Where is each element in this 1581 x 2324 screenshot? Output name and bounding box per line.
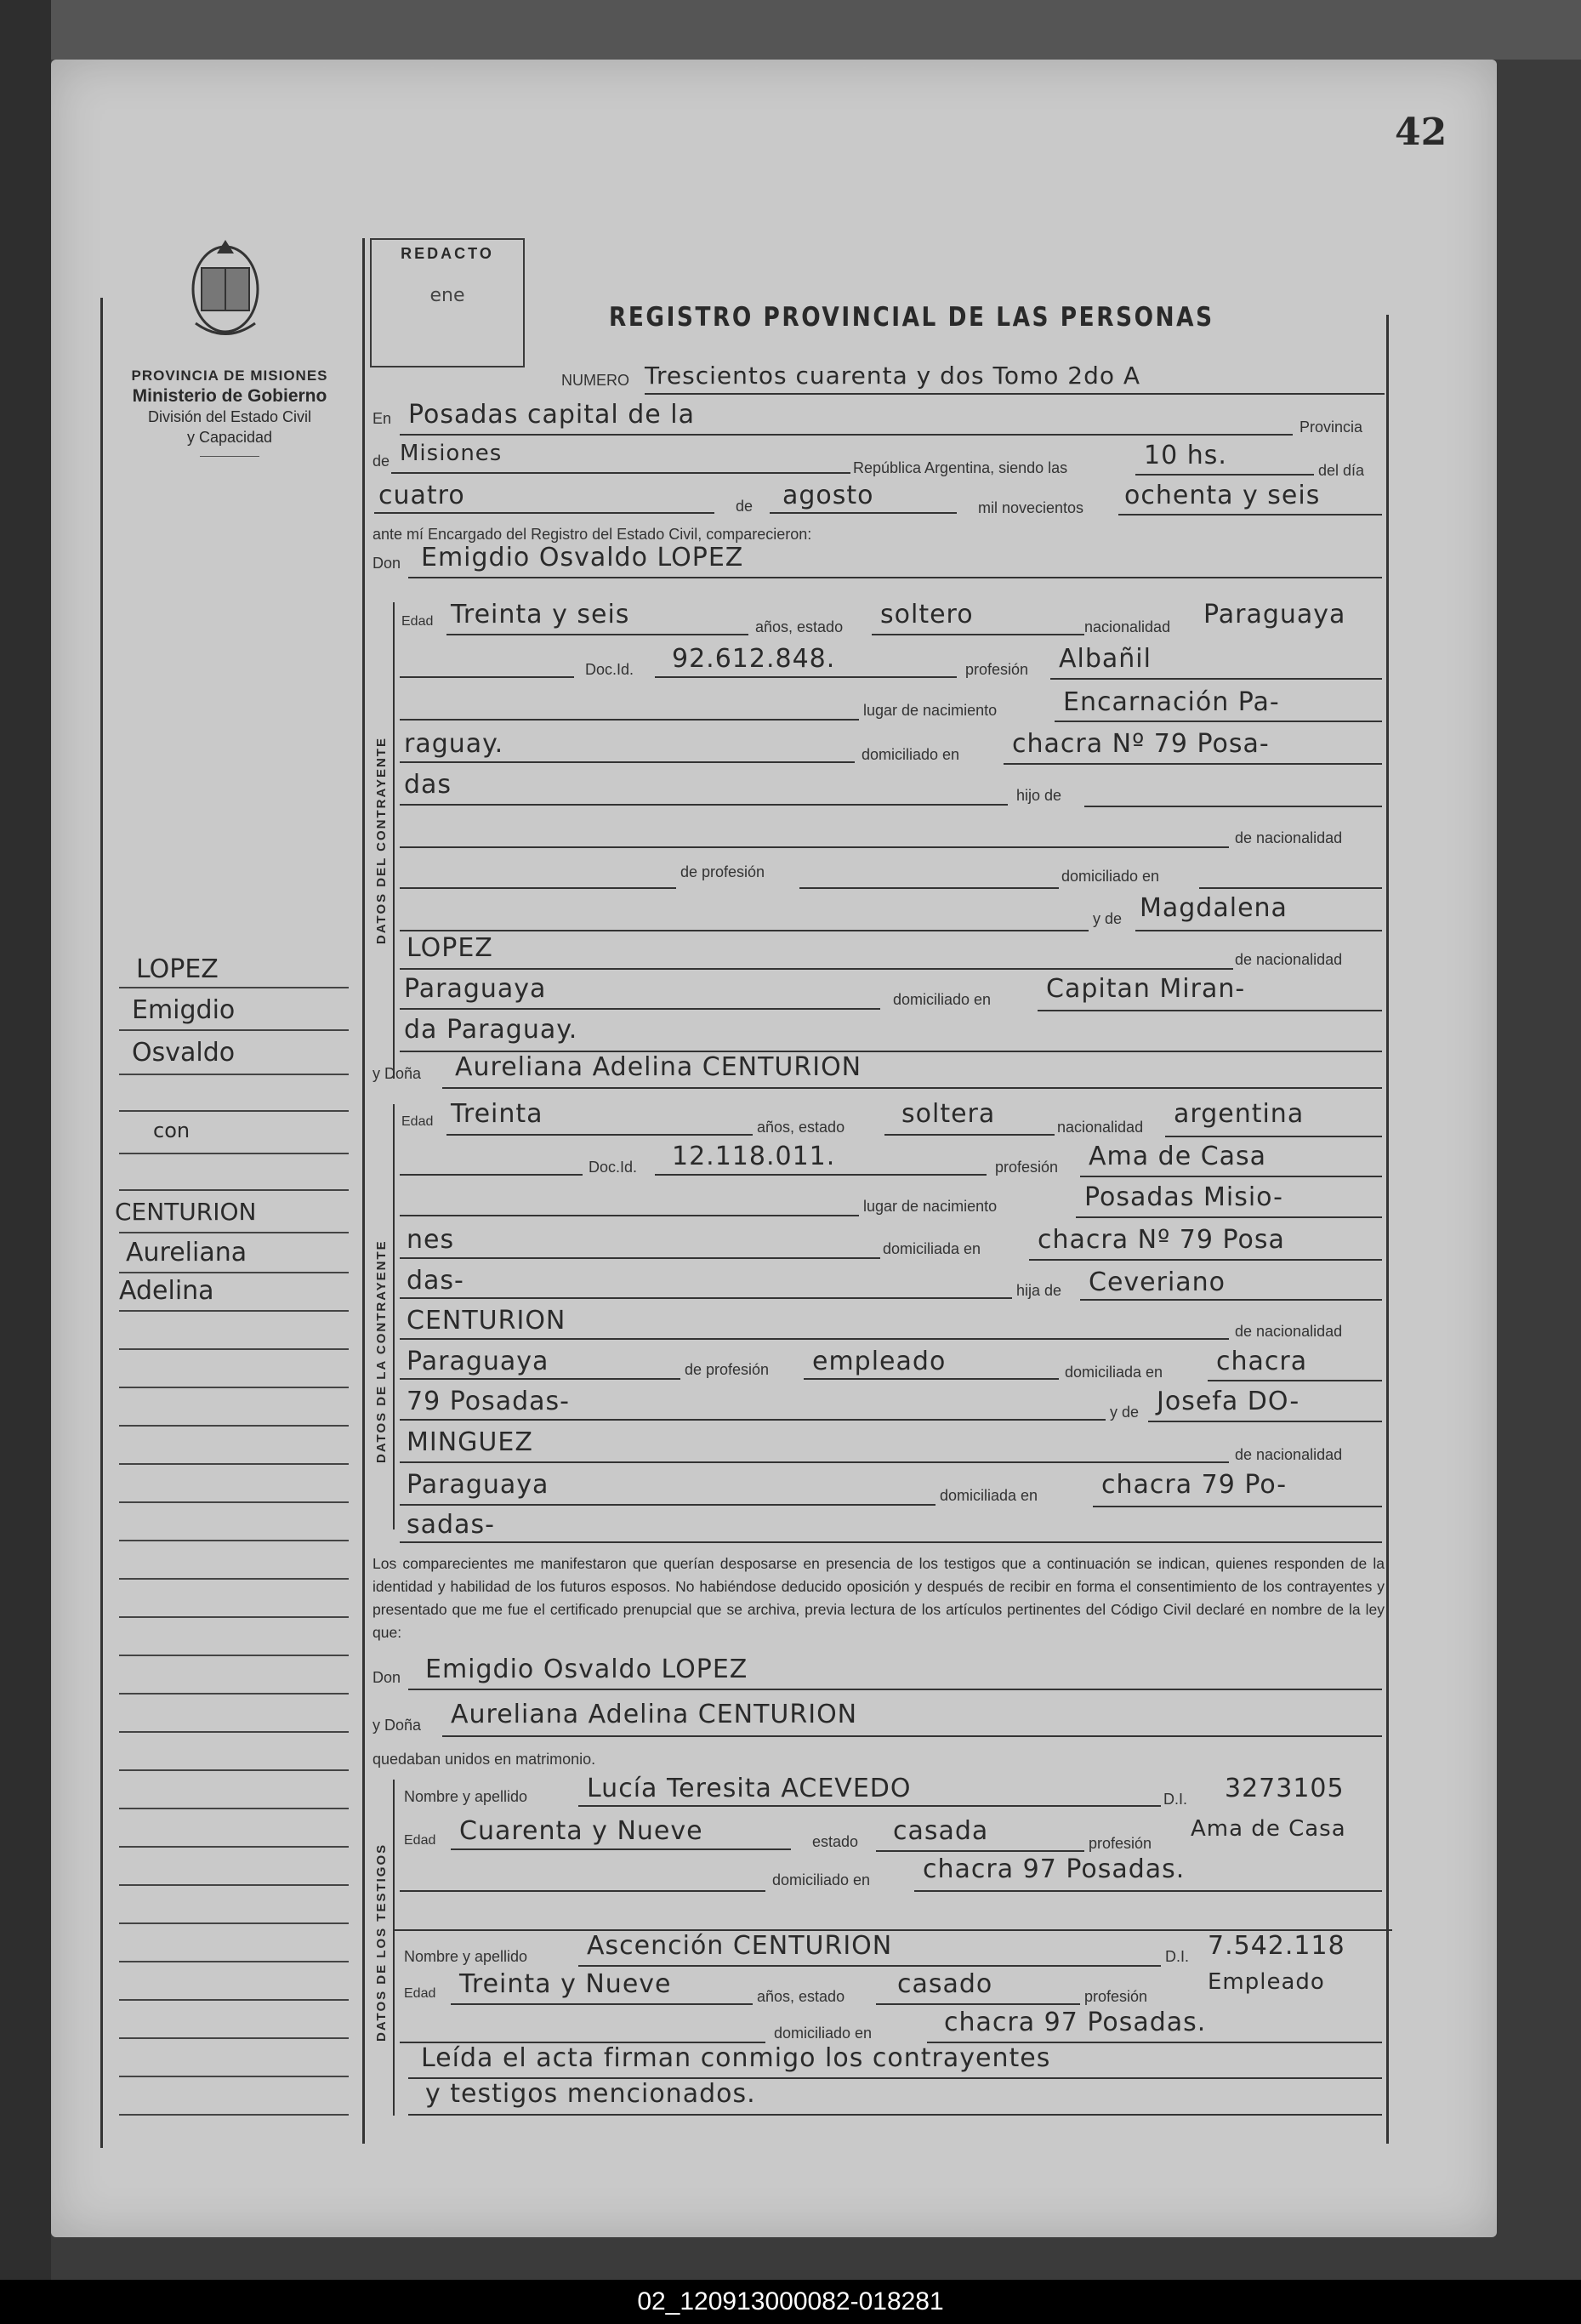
- value-padre-dona: Ceveriano: [1089, 1267, 1226, 1297]
- ministry-header: [102, 366, 357, 465]
- rule: [119, 1540, 349, 1541]
- rule: [655, 676, 957, 678]
- rule: [400, 1419, 1106, 1421]
- label-nacionalidad: nacionalidad: [1084, 618, 1171, 635]
- label-de-nacionalidad-4: de nacionalidad: [1235, 1446, 1343, 1463]
- contrayenta-bracket: [393, 1104, 395, 1529]
- rule: [374, 512, 714, 514]
- label-doc-2: Doc.Id.: [589, 1159, 638, 1176]
- rule: [119, 1846, 349, 1848]
- label-hijo-de: hijo de: [1016, 787, 1062, 804]
- rule: [1135, 930, 1382, 931]
- value-doc-don: 92.612.848.: [672, 644, 836, 674]
- value-t1-dom: chacra 97 Posadas.: [923, 1854, 1186, 1884]
- rule: [1118, 514, 1382, 515]
- rule: [655, 1174, 987, 1176]
- value-estado-dona: soltera: [901, 1099, 996, 1129]
- rule: [1199, 887, 1382, 889]
- rule: [400, 968, 1233, 970]
- rule: [119, 1110, 349, 1112]
- label-ante: ante mí Encargado del Registro del Estado Civil, comparecieron:: [373, 526, 812, 543]
- rule: [119, 2076, 349, 2077]
- rule: [400, 676, 574, 678]
- rule: [645, 393, 1385, 395]
- rule: [1148, 1421, 1382, 1422]
- value-madre-don: Magdalena: [1140, 893, 1288, 923]
- value-madre-dona-dom-2: sadas-: [407, 1510, 495, 1540]
- testigos-bracket: [393, 1780, 395, 2116]
- rule: [408, 2114, 1382, 2116]
- rule: [1084, 806, 1382, 807]
- label-don: Don: [373, 555, 401, 572]
- rule: [119, 1463, 349, 1465]
- rule: [119, 1961, 349, 1962]
- rule: [1165, 1136, 1382, 1137]
- value-don: Emigdio Osvaldo LOPEZ: [421, 543, 744, 572]
- value-lugar-don: Encarnación Pa-: [1063, 687, 1280, 717]
- rule: [408, 1689, 1382, 1690]
- label-y-de-2: y de: [1110, 1404, 1140, 1421]
- rule: [119, 987, 349, 988]
- value-prof-don: Albañil: [1059, 644, 1152, 674]
- label-estado-1: estado: [812, 1833, 859, 1850]
- value-madre-dona-2: MINGUEZ: [407, 1427, 533, 1457]
- label-profesion-4: profesión: [1084, 1988, 1148, 2005]
- label-edad-3: Edad: [404, 1833, 436, 1848]
- rule: [400, 804, 1008, 806]
- rule: [1055, 721, 1382, 722]
- page-number: 42: [1395, 111, 1447, 154]
- rule: [119, 1387, 349, 1388]
- label-di-2: D.I.: [1165, 1948, 1190, 1965]
- rule: [119, 1884, 349, 1886]
- rule: [119, 1272, 349, 1273]
- label-y-dona: y Doña: [373, 1065, 422, 1082]
- rule: [872, 634, 1084, 635]
- label-de: de: [373, 453, 390, 470]
- value-t1-estado: casada: [893, 1816, 989, 1846]
- label-nacionalidad-2: nacionalidad: [1057, 1119, 1144, 1136]
- rule: [119, 1425, 349, 1427]
- label-de-nacionalidad: de nacionalidad: [1235, 829, 1343, 846]
- rule: [914, 1890, 1382, 1892]
- label-hija-de: hija de: [1016, 1282, 1062, 1299]
- rule: [119, 1578, 349, 1580]
- value-t2-estado: casado: [897, 1969, 993, 1999]
- rule: [1050, 678, 1382, 680]
- rule: [400, 1541, 1382, 1543]
- redacto-label: REDACTO: [401, 245, 494, 262]
- value-madre-dona-dom: chacra 79 Po-: [1101, 1470, 1288, 1500]
- label-domiciliado-3: domiciliado en: [893, 991, 992, 1008]
- label-domiciliada: domiciliada en: [883, 1240, 981, 1257]
- value-t2-di: 7.542.118: [1208, 1931, 1345, 1961]
- value-t1-nombre: Lucía Teresita ACEVEDO: [587, 1774, 912, 1803]
- label-quedaban: quedaban unidos en matrimonio.: [373, 1751, 596, 1768]
- label-don-2: Don: [373, 1669, 401, 1686]
- value-cierre-1: Leída el acta firman conmigo los contrayentes: [421, 2043, 1051, 2073]
- rule: [400, 1257, 880, 1259]
- value-padre-nac: Paraguaya: [407, 1347, 549, 1376]
- label-domiciliada-2: domiciliada en: [1065, 1364, 1163, 1381]
- label-lugar: lugar de nacimiento: [863, 702, 998, 719]
- value-t2-nombre: Ascención CENTURION: [587, 1931, 893, 1961]
- margin-line-mid: [362, 238, 365, 2144]
- rule: [400, 1297, 1012, 1299]
- rule: [578, 1805, 1161, 1807]
- value-edad-dona: Treinta: [451, 1099, 543, 1129]
- footer-id: 02_120913000082-018281: [0, 2280, 1581, 2324]
- rule: [770, 512, 957, 514]
- margin-line-2: Emigdio: [132, 995, 236, 1025]
- rule: [578, 1965, 1161, 1967]
- label-mil: mil novecientos: [978, 499, 1084, 516]
- margin-line-1: LOPEZ: [136, 954, 219, 984]
- rule: [1080, 1299, 1382, 1301]
- rule: [119, 1769, 349, 1771]
- value-t2-prof: Empleado: [1208, 1969, 1325, 1995]
- rule: [400, 1504, 936, 1506]
- divider: [200, 456, 259, 457]
- rule: [400, 719, 859, 721]
- value-madre-nac: Paraguaya: [404, 974, 547, 1004]
- label-numero: NUMERO: [561, 372, 629, 389]
- rule: [400, 1008, 880, 1010]
- value-dom-dona: chacra Nº 79 Posa: [1038, 1225, 1285, 1255]
- rule: [876, 1850, 1084, 1852]
- label-di-1: D.I.: [1163, 1791, 1188, 1808]
- rule: [1004, 763, 1382, 765]
- rule: [400, 1174, 583, 1176]
- value-madre-don-2: LOPEZ: [407, 933, 493, 963]
- rule: [119, 1922, 349, 1924]
- rule: [451, 2003, 753, 2005]
- value-dia: cuatro: [378, 481, 465, 510]
- value-provincia: Misiones: [400, 441, 503, 466]
- margin-line-3: Osvaldo: [132, 1038, 236, 1068]
- rule: [442, 1735, 1382, 1737]
- label-de-profesion: de profesión: [680, 863, 765, 880]
- rule: [799, 887, 1059, 889]
- value-nac-dona: argentina: [1174, 1099, 1305, 1129]
- value-lugar-dona: Posadas Misio-: [1084, 1182, 1283, 1212]
- label-nombre-1: Nombre y apellido: [404, 1788, 528, 1805]
- value-edad-don: Treinta y seis: [451, 600, 630, 629]
- rule: [446, 1134, 753, 1136]
- value-dom-don-2: das: [404, 770, 452, 800]
- label-edad: Edad: [401, 614, 434, 629]
- label-nombre-2: Nombre y apellido: [404, 1948, 528, 1965]
- label-anos-estado-3: años, estado: [757, 1988, 845, 2005]
- label-anos-estado: años, estado: [755, 618, 844, 635]
- rule: [400, 1378, 680, 1380]
- value-estado-don: soltero: [880, 600, 974, 629]
- label-profesion-3: profesión: [1089, 1835, 1152, 1852]
- value-madre-dom: Capitan Miran-: [1046, 974, 1246, 1004]
- label-y-de: y de: [1093, 910, 1123, 927]
- rule: [119, 1693, 349, 1695]
- value-padre-dom-2: 79 Posadas-: [407, 1387, 570, 1416]
- division-line-2: y Capacidad: [186, 429, 273, 446]
- value-numero: Trescientos cuarenta y dos Tomo 2do A: [645, 362, 1141, 390]
- rule: [119, 1999, 349, 2001]
- label-domiciliado-2: domiciliado en: [1061, 868, 1160, 885]
- value-madre-dom-2: da Paraguay.: [404, 1015, 578, 1045]
- value-dona-2: Aureliana Adelina CENTURION: [451, 1700, 858, 1729]
- margin-line-7: Adelina: [119, 1276, 214, 1306]
- margin-line-left: [100, 298, 103, 2148]
- label-edad-2: Edad: [401, 1114, 434, 1129]
- rule: [119, 2114, 349, 2116]
- rule: [1135, 474, 1314, 476]
- rule: [400, 1890, 765, 1892]
- rule: [119, 1655, 349, 1656]
- label-domiciliado: domiciliado en: [862, 746, 960, 763]
- value-t2-edad: Treinta y Nueve: [459, 1969, 672, 1999]
- value-padre-prof: empleado: [812, 1347, 947, 1376]
- value-don-2: Emigdio Osvaldo LOPEZ: [425, 1655, 748, 1684]
- value-lugar-don-2: raguay.: [404, 729, 504, 759]
- rule: [119, 1310, 349, 1312]
- division-line-1: División del Estado Civil: [147, 408, 312, 425]
- label-doc: Doc.Id.: [585, 661, 634, 678]
- redacto-box: [370, 238, 525, 367]
- rule: [400, 930, 1089, 931]
- rule: [119, 2037, 349, 2039]
- rule: [400, 887, 676, 889]
- rule: [400, 434, 1293, 436]
- rule: [119, 1153, 349, 1154]
- label-domiciliada-3: domiciliada en: [940, 1487, 1038, 1504]
- label-de-profesion-2: de profesión: [685, 1361, 770, 1378]
- book-spine: [0, 0, 51, 2324]
- side-label-contrayente: DATOS DEL CONTRAYENTE: [374, 737, 389, 944]
- label-provincia: Provincia: [1299, 419, 1363, 436]
- label-y-dona-2: y Doña: [373, 1717, 422, 1734]
- rule: [391, 472, 850, 474]
- rule: [119, 1029, 349, 1031]
- label-republica: República Argentina, siendo las: [853, 459, 1068, 476]
- label-edad-4: Edad: [404, 1986, 436, 2001]
- side-label-testigos: DATOS DE LOS TESTIGOS: [374, 1843, 389, 2042]
- value-t1-prof: Ama de Casa: [1191, 1816, 1346, 1842]
- value-dona: Aureliana Adelina CENTURION: [455, 1052, 862, 1082]
- value-anio: ochenta y seis: [1124, 481, 1321, 510]
- value-lugar-dona-2: nes: [407, 1225, 455, 1255]
- rule: [1208, 1380, 1382, 1381]
- rule: [119, 1808, 349, 1809]
- value-dom-don: chacra Nº 79 Posa-: [1012, 729, 1270, 759]
- rule: [804, 1378, 1059, 1380]
- label-profesion-2: profesión: [995, 1159, 1059, 1176]
- rule: [119, 1074, 349, 1075]
- value-doc-dona: 12.118.011.: [672, 1142, 836, 1171]
- label-domiciliado-4: domiciliado en: [772, 1871, 871, 1888]
- value-hora: 10 hs.: [1144, 441, 1227, 470]
- legal-text: Los comparecientes me manifestaron que querían desposarse en presencia de los testigos que a continuación se indican, quienes responden de la identidad y habilidad de los futuros esposos. No habiéndose deducido oposición y después de recibir en forma el consentimiento de los contrayentes y presentado que me fue el certificado prenupcial que se archiva, previa lectura de los artículos pertinentes del Código Civil declaré en nombre de la ley que:: [373, 1555, 1385, 1641]
- rule: [1076, 1216, 1382, 1218]
- coat-of-arms-icon: [183, 238, 268, 349]
- value-t1-di: 3273105: [1225, 1774, 1345, 1803]
- value-cierre-2: y testigos mencionados.: [425, 2079, 756, 2109]
- margin-line-4: con: [153, 1119, 191, 1142]
- label-anos-estado-2: años, estado: [757, 1119, 845, 1136]
- rule: [1038, 1010, 1382, 1011]
- rule: [1080, 1176, 1382, 1177]
- book-edge: [51, 0, 1581, 60]
- value-t2-dom: chacra 97 Posadas.: [944, 2008, 1207, 2037]
- margin-line-6: Aureliana: [126, 1238, 247, 1267]
- province-label: PROVINCIA DE MISIONES: [131, 367, 328, 384]
- rule: [876, 2003, 1080, 2005]
- value-madre-dona-nac: Paraguaya: [407, 1470, 549, 1500]
- ministry-label: Ministerio de Gobierno: [132, 386, 327, 406]
- rule: [451, 1848, 791, 1850]
- rule: [119, 1731, 349, 1733]
- rule: [884, 1134, 1055, 1136]
- value-t1-edad: Cuarenta y Nueve: [459, 1816, 703, 1846]
- rule: [119, 1501, 349, 1503]
- value-dom-dona-2: das-: [407, 1266, 464, 1296]
- label-domiciliado-5: domiciliado en: [774, 2025, 873, 2042]
- rule: [442, 1087, 1382, 1089]
- value-padre-dom: chacra: [1216, 1347, 1308, 1376]
- rule: [119, 1348, 349, 1350]
- label-del-dia: del día: [1318, 462, 1365, 479]
- label-de-nacionalidad-3: de nacionalidad: [1235, 1323, 1343, 1340]
- side-label-contrayenta: DATOS DE LA CONTRAYENTE: [374, 1239, 389, 1463]
- margin-line-right: [1386, 315, 1389, 2144]
- contrayente-bracket: [393, 602, 395, 1079]
- label-de-nacionalidad-2: de nacionalidad: [1235, 951, 1343, 968]
- label-de-mes: de: [736, 498, 754, 515]
- rule: [400, 846, 1229, 848]
- rule: [400, 1461, 1229, 1463]
- rule: [1029, 1259, 1382, 1261]
- value-en: Posadas capital de la: [408, 400, 696, 430]
- rule: [446, 634, 748, 635]
- margin-line-5: CENTURION: [115, 1198, 257, 1226]
- redacto-value: ene: [429, 285, 465, 306]
- value-prof-dona: Ama de Casa: [1089, 1142, 1267, 1171]
- rule: [1093, 1506, 1382, 1507]
- rule: [408, 577, 1382, 578]
- value-padre-dona-2: CENTURION: [407, 1306, 566, 1336]
- label-lugar-2: lugar de nacimiento: [863, 1198, 998, 1215]
- rule: [400, 1215, 859, 1216]
- value-madre-dona: Josefa DO-: [1157, 1387, 1300, 1416]
- rule: [119, 1189, 349, 1191]
- label-profesion: profesión: [965, 661, 1029, 678]
- value-nac-don: Paraguaya: [1203, 600, 1346, 629]
- rule: [400, 1338, 1229, 1340]
- label-en: En: [373, 410, 392, 427]
- page-title: REGISTRO PROVINCIAL DE LAS PERSONAS: [609, 302, 1214, 333]
- rule: [119, 1616, 349, 1618]
- rule: [400, 761, 855, 763]
- value-mes: agosto: [782, 481, 874, 510]
- rule: [119, 1232, 349, 1233]
